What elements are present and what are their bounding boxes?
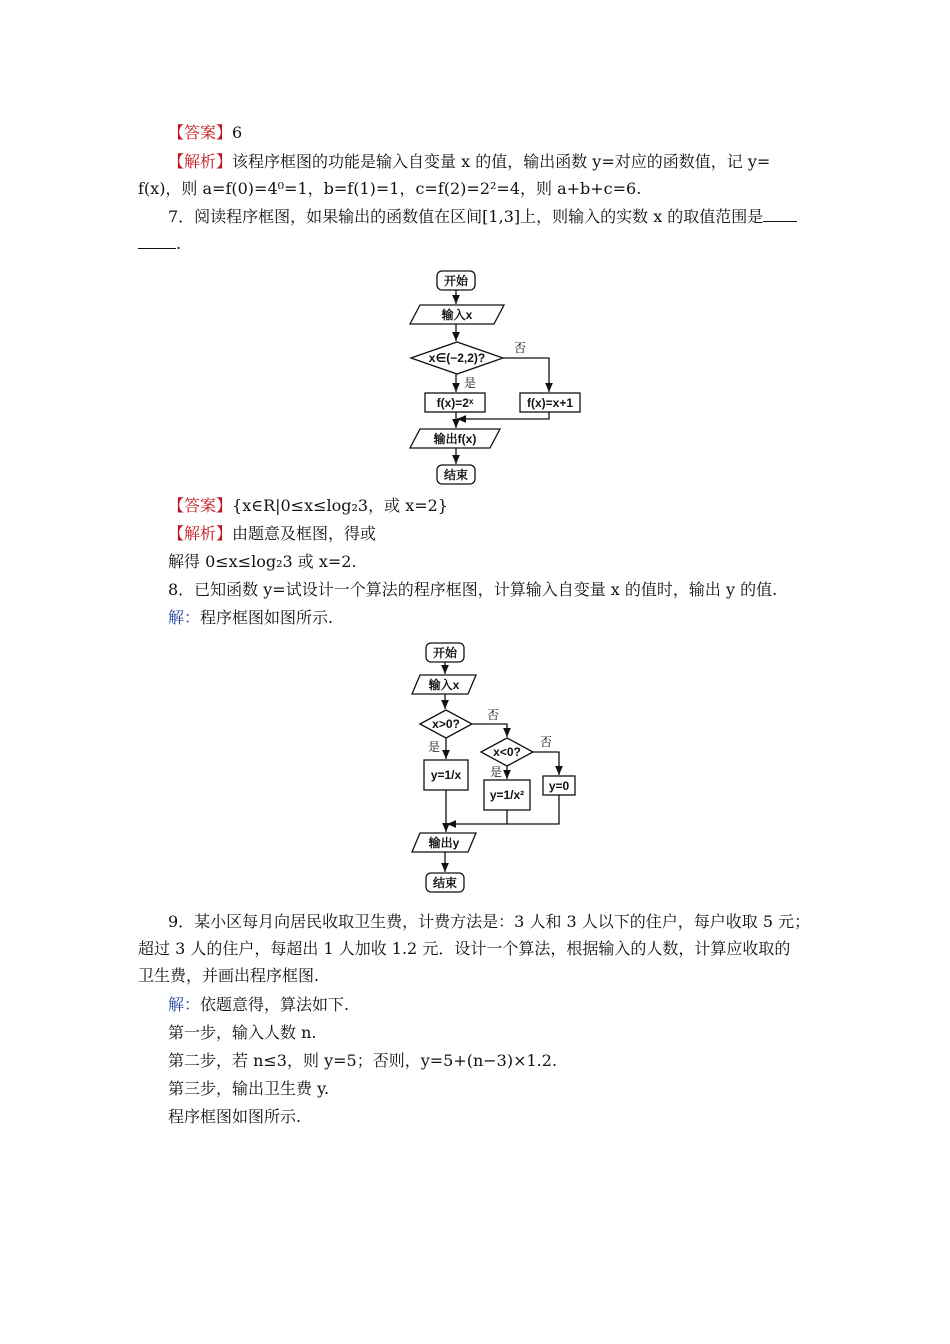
q6-analysis-line [168, 150, 770, 174]
q7-question-cont [138, 232, 181, 256]
q9-final: 程序框图如图所示. [168, 1107, 302, 1126]
q7-flowchart [408, 268, 608, 488]
end-label: 结束 [432, 876, 458, 890]
q9-solution: 依题意得，算法如下. [200, 995, 350, 1014]
q7-analysis-line [168, 522, 376, 546]
q7-question-line [168, 205, 797, 229]
end-label: 结束 [443, 468, 469, 482]
yes-label: 是 [464, 376, 477, 390]
q9-question-cont: 超过 3 人的住户，每超出 1 人加收 1.2 元．设计一个算法，根据输入的人数，计算应收取的 [138, 939, 791, 958]
q9-step-1: 第一步，输入人数 n. [168, 1023, 317, 1042]
q6-answer: 6 [232, 123, 243, 142]
q8-question: 8．已知函数 y=试设计一个算法的程序框图，计算输入自变量 x 的值时，输出 y 的值. [168, 580, 778, 599]
yes-label-2: 是 [490, 765, 503, 779]
answer-blank-cont [138, 234, 176, 249]
q7-question: 7．阅读程序框图，如果输出的函数值在区间[1,3]上，则输入的实数 x 的取值范围是 [168, 207, 764, 226]
analysis-tag: 【解析】 [168, 152, 233, 171]
yes-label-1: 是 [428, 740, 441, 754]
start-label: 开始 [443, 274, 469, 288]
no-label-1: 否 [487, 708, 500, 722]
q9-step-3: 第三步，输出卫生费 y. [168, 1079, 330, 1098]
decision-label-1: x>0? [432, 717, 460, 731]
process-label-1: y=1/x [430, 768, 462, 782]
q6-analysis: 该程序框图的功能是输入自变量 x 的值，输出函数 y=对应的函数值，记 y= [232, 152, 771, 171]
q6-answer-line [168, 121, 242, 145]
q8-flowchart [410, 640, 610, 895]
start-label: 开始 [432, 646, 458, 660]
output-label: 输出f(x) [433, 432, 477, 446]
q7-question-end: . [176, 234, 182, 253]
q9-step-2: 第二步，若 n≤3，则 y=5；否则，y=5+(n−3)×1.2. [168, 1051, 558, 1070]
q9-question-cont-2: 卫生费，并画出程序框图. [138, 966, 320, 985]
solution-tag: 解： [168, 995, 201, 1014]
input-label: 输入x [428, 678, 460, 692]
analysis-tag: 【解析】 [168, 524, 233, 543]
no-label-2: 否 [540, 735, 553, 749]
answer-blank [763, 207, 797, 222]
decision-label-2: x<0? [493, 745, 521, 759]
q7-answer-line [168, 494, 448, 518]
q7-solve: 解得 0≤x≤log₂3 或 x=2. [168, 552, 357, 571]
q8-solution-line [168, 606, 333, 630]
answer-tag: 【答案】 [168, 496, 233, 515]
process-label-3: y=0 [548, 779, 570, 793]
left-process-label: f(x)=2ˣ [436, 396, 474, 410]
q9-solution-line [168, 993, 349, 1017]
decision-label: x∈(−2,2)? [428, 351, 486, 365]
q9-question: 9．某小区每月向居民收取卫生费，计费方法是：3 人和 3 人以下的住户，每户收取 5 元； [168, 912, 811, 931]
q8-solution: 程序框图如图所示. [200, 608, 334, 627]
input-label: 输入x [441, 308, 473, 322]
q6-analysis-cont: f(x)，则 a=f(0)=4⁰=1，b=f(1)=1，c=f(2)=2²=4，则 a+b+c=6. [138, 179, 642, 198]
right-process-label: f(x)=x+1 [526, 396, 574, 410]
process-label-2: y=1/x² [489, 788, 525, 802]
q7-analysis: 由题意及框图，得或 [232, 524, 377, 543]
solution-tag: 解： [168, 608, 201, 627]
q7-answer: {x∈R|0≤x≤log₂3，或 x=2} [232, 496, 448, 515]
no-label: 否 [514, 341, 527, 355]
answer-tag: 【答案】 [168, 123, 233, 142]
output-label: 输出y [428, 836, 460, 850]
